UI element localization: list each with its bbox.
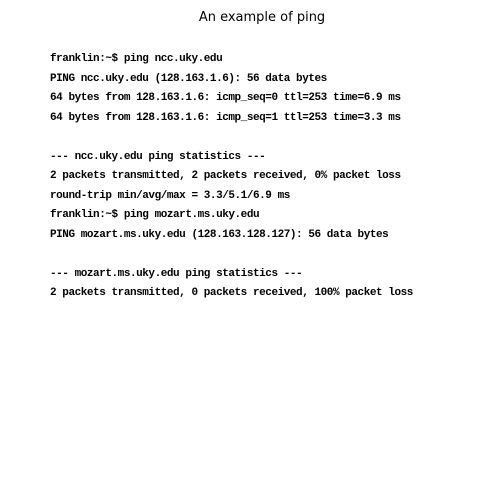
terminal-line: 64 bytes from 128.163.1.6: icmp_seq=0 ttl=253 time=6.9 ms bbox=[50, 92, 401, 104]
terminal-line: --- mozart.ms.uky.edu ping statistics --- bbox=[50, 267, 303, 280]
terminal-line: 2 packets transmitted, 2 packets received, 0% packet loss bbox=[50, 170, 401, 182]
terminal-line: --- ncc.uky.edu ping statistics --- bbox=[50, 150, 266, 163]
terminal-line: PING ncc.uky.edu (128.163.1.6): 56 data bytes bbox=[50, 72, 327, 85]
terminal-line: round-trip min/avg/max = 3.3/5.1/6.9 ms bbox=[50, 189, 290, 202]
terminal-blank-line bbox=[50, 128, 413, 148]
terminal-line: 2 packets transmitted, 0 packets received, 100% packet loss bbox=[50, 287, 413, 299]
terminal-output bbox=[50, 50, 413, 304]
terminal-line: PING mozart.ms.uky.edu (128.163.128.127): 56 data bytes bbox=[50, 228, 389, 241]
terminal-line: franklin:~$ ping ncc.uky.edu bbox=[50, 53, 223, 65]
terminal-line: franklin:~$ ping mozart.ms.uky.edu bbox=[50, 209, 260, 221]
terminal-blank-line bbox=[50, 245, 413, 265]
page-title: An example of ping bbox=[198, 10, 326, 25]
terminal-line: 64 bytes from 128.163.1.6: icmp_seq=1 ttl=253 time=3.3 ms bbox=[50, 111, 401, 124]
